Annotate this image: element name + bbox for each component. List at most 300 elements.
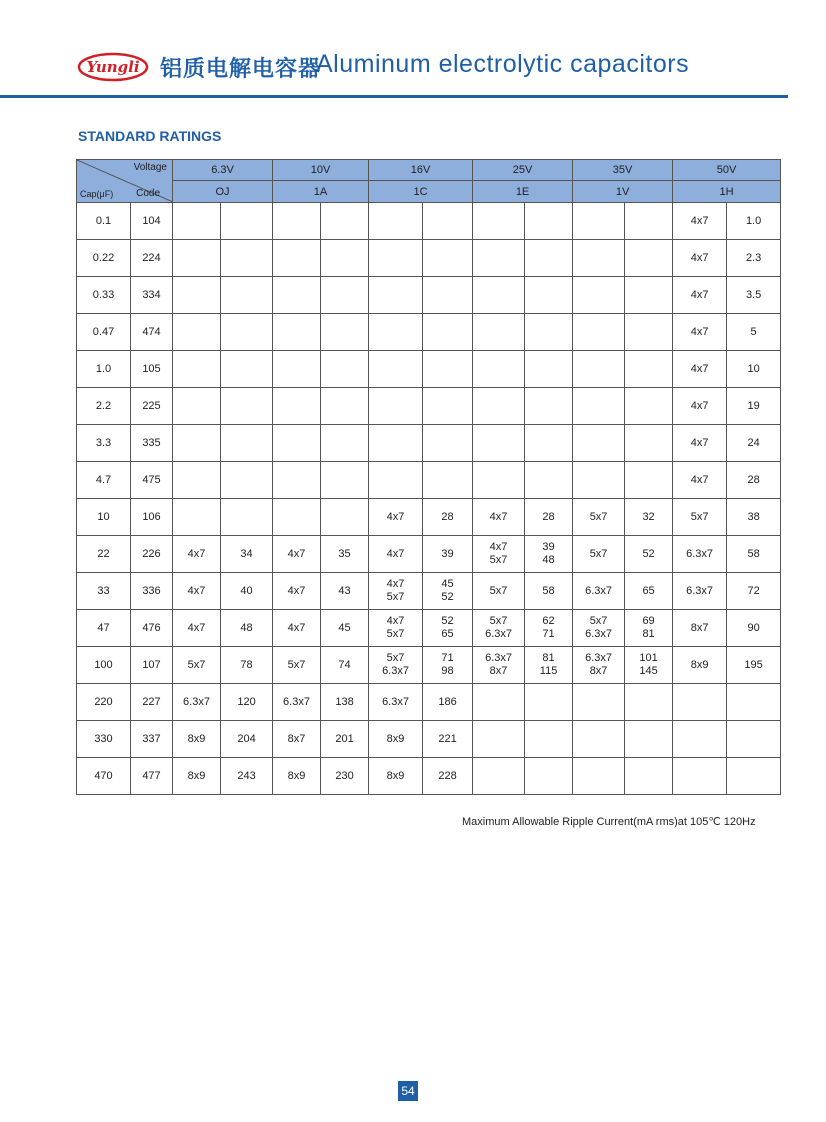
cell-line: 4x7 — [489, 541, 508, 553]
case-size-cell — [273, 425, 321, 462]
ripple-current-cell: 120 — [221, 684, 273, 721]
cell-line: 45 — [441, 578, 454, 590]
case-size-cell — [173, 203, 221, 240]
case-size-cell — [173, 499, 221, 536]
page-header — [0, 0, 826, 100]
case-size-cell — [473, 203, 525, 240]
ripple-current-cell — [321, 499, 369, 536]
ripple-current-cell — [525, 684, 573, 721]
ripple-current-cell — [625, 684, 673, 721]
case-size-cell — [369, 462, 423, 499]
capacitance-cell: 2.2 — [77, 388, 131, 425]
table-row — [77, 425, 781, 462]
table-row — [77, 721, 781, 758]
ripple-current-cell — [625, 388, 673, 425]
ripple-current-cell: 38 — [727, 499, 781, 536]
code-cell: 106 — [131, 499, 173, 536]
case-size-cell: 4x7 — [673, 462, 727, 499]
ripple-current-cell — [423, 240, 473, 277]
header-divider — [0, 95, 788, 98]
ripple-current-cell: 2.3 — [727, 240, 781, 277]
code-cell: 336 — [131, 573, 173, 610]
code-cell: 335 — [131, 425, 173, 462]
ripple-current-cell: 138 — [321, 684, 369, 721]
ripple-current-cell — [423, 462, 473, 499]
table-row — [77, 647, 781, 684]
case-size-cell: 4x7 — [173, 610, 221, 647]
case-size-cell: 4x7 — [673, 314, 727, 351]
case-size-cell — [369, 388, 423, 425]
code-cell: 477 — [131, 758, 173, 795]
ripple-current-cell — [625, 610, 673, 647]
capacitance-label: Cap(μF) — [80, 189, 114, 199]
case-size-cell — [473, 240, 525, 277]
ripple-current-cell — [525, 721, 573, 758]
case-size-cell — [173, 240, 221, 277]
code-cell: 1A — [273, 181, 369, 203]
case-size-cell: 4x7 — [673, 240, 727, 277]
cell-line: 5x7 — [386, 652, 405, 664]
ripple-current-cell — [221, 351, 273, 388]
voltage-header-row — [77, 160, 781, 181]
case-size-cell — [573, 277, 625, 314]
ripple-current-cell — [423, 277, 473, 314]
voltage-cell: 10V — [273, 160, 369, 181]
case-size-cell: 6.3x7 — [173, 684, 221, 721]
ripple-current-cell — [625, 425, 673, 462]
case-size-cell — [473, 314, 525, 351]
ripple-current-cell: 65 — [625, 573, 673, 610]
code-cell: 224 — [131, 240, 173, 277]
cell-line: 81 — [542, 652, 555, 664]
code-cell: OJ — [173, 181, 273, 203]
voltage-cell: 6.3V — [173, 160, 273, 181]
case-size-cell: 8x9 — [173, 721, 221, 758]
case-size-cell: 4x7 — [173, 573, 221, 610]
cell-line: 5x7 — [489, 554, 508, 566]
case-size-cell: 5x7 — [473, 573, 525, 610]
case-size-cell: 4x7 — [673, 425, 727, 462]
case-size-cell — [573, 203, 625, 240]
case-size-cell — [573, 684, 625, 721]
case-size-cell — [273, 388, 321, 425]
case-size-cell: 4x7 — [369, 499, 423, 536]
voltage-label: Voltage — [133, 162, 167, 173]
footnote: Maximum Allowable Ripple Current(mA rms)at 105℃ 120Hz — [462, 816, 756, 828]
capacitance-cell: 220 — [77, 684, 131, 721]
ripple-current-cell — [727, 758, 781, 795]
code-cell: 1C — [369, 181, 473, 203]
case-size-cell — [573, 647, 625, 684]
ripple-current-cell — [525, 203, 573, 240]
cell-line: 52 — [441, 591, 454, 603]
case-size-cell: 5x7 — [573, 499, 625, 536]
cell-line: 69 — [642, 615, 655, 627]
cell-line: 6.3x7 — [485, 628, 512, 640]
ripple-current-cell — [625, 462, 673, 499]
case-size-cell: 8x9 — [673, 647, 727, 684]
cell-line: 5x7 — [489, 615, 508, 627]
case-size-cell: 8x7 — [673, 610, 727, 647]
cell-line: 81 — [642, 628, 655, 640]
ripple-current-cell: 28 — [423, 499, 473, 536]
ripple-current-cell — [525, 240, 573, 277]
case-size-cell — [173, 425, 221, 462]
code-cell: 334 — [131, 277, 173, 314]
ripple-current-cell — [525, 647, 573, 684]
ripple-current-cell: 48 — [221, 610, 273, 647]
case-size-cell — [473, 684, 525, 721]
code-cell: 476 — [131, 610, 173, 647]
case-size-cell — [473, 721, 525, 758]
ripple-current-cell — [525, 610, 573, 647]
table-row — [77, 499, 781, 536]
ripple-current-cell — [525, 351, 573, 388]
case-size-cell — [573, 610, 625, 647]
case-size-cell — [369, 240, 423, 277]
table-row — [77, 610, 781, 647]
ripple-current-cell: 10 — [727, 351, 781, 388]
case-size-cell: 4x7 — [173, 536, 221, 573]
ripple-current-cell — [625, 277, 673, 314]
code-label: Code — [136, 188, 160, 199]
case-size-cell: 4x7 — [369, 536, 423, 573]
cell-line: 5x7 — [589, 615, 608, 627]
ripple-current-cell — [321, 462, 369, 499]
ripple-current-cell — [423, 610, 473, 647]
case-size-cell — [369, 203, 423, 240]
case-size-cell: 5x7 — [673, 499, 727, 536]
case-size-cell: 4x7 — [673, 277, 727, 314]
case-size-cell: 4x7 — [673, 388, 727, 425]
case-size-cell — [573, 240, 625, 277]
case-size-cell — [573, 462, 625, 499]
svg-text:Yungli: Yungli — [86, 58, 140, 76]
ripple-current-cell: 5 — [727, 314, 781, 351]
case-size-cell: 4x7 — [673, 351, 727, 388]
ripple-current-cell — [321, 240, 369, 277]
ripple-current-cell — [221, 388, 273, 425]
case-size-cell: 6.3x7 — [369, 684, 423, 721]
code-cell: 107 — [131, 647, 173, 684]
ripple-current-cell — [525, 462, 573, 499]
case-size-cell — [273, 499, 321, 536]
case-size-cell: 6.3x7 — [273, 684, 321, 721]
ripple-current-cell — [221, 277, 273, 314]
table-row — [77, 351, 781, 388]
capacitance-cell: 4.7 — [77, 462, 131, 499]
case-size-cell: 8x9 — [273, 758, 321, 795]
case-size-cell: 4x7 — [673, 203, 727, 240]
code-cell: 1E — [473, 181, 573, 203]
table-row — [77, 314, 781, 351]
voltage-cell: 16V — [369, 160, 473, 181]
case-size-cell — [173, 277, 221, 314]
ripple-current-cell: 45 — [321, 610, 369, 647]
ripple-current-cell — [221, 462, 273, 499]
case-size-cell: 4x7 — [473, 499, 525, 536]
code-cell: 227 — [131, 684, 173, 721]
ripple-current-cell: 195 — [727, 647, 781, 684]
case-size-cell — [573, 351, 625, 388]
ripple-current-cell — [625, 203, 673, 240]
case-size-cell — [173, 462, 221, 499]
case-size-cell — [273, 277, 321, 314]
ripple-current-cell — [525, 536, 573, 573]
case-size-cell — [369, 647, 423, 684]
case-size-cell: 4x7 — [273, 536, 321, 573]
table-row — [77, 462, 781, 499]
capacitance-cell: 10 — [77, 499, 131, 536]
ripple-current-cell: 201 — [321, 721, 369, 758]
case-size-cell — [369, 425, 423, 462]
case-size-cell: 6.3x7 — [573, 573, 625, 610]
capacitance-cell: 47 — [77, 610, 131, 647]
code-cell: 337 — [131, 721, 173, 758]
table-row — [77, 758, 781, 795]
case-size-cell: 6.3x7 — [673, 573, 727, 610]
case-size-cell — [369, 314, 423, 351]
title-english: Aluminum electrolytic capacitors — [316, 50, 690, 78]
ripple-current-cell — [525, 314, 573, 351]
cell-line: 8x7 — [489, 665, 508, 677]
ripple-current-cell: 243 — [221, 758, 273, 795]
corner-cell — [77, 160, 173, 203]
ripple-current-cell — [423, 203, 473, 240]
cell-line: 65 — [441, 628, 454, 640]
cell-line: 4x7 — [386, 578, 405, 590]
case-size-cell — [173, 351, 221, 388]
ripple-current-cell — [727, 684, 781, 721]
cell-line: 8x7 — [589, 665, 608, 677]
ripple-current-cell: 28 — [727, 462, 781, 499]
case-size-cell: 5x7 — [573, 536, 625, 573]
case-size-cell: 4x7 — [273, 610, 321, 647]
ripple-current-cell — [423, 314, 473, 351]
ripple-current-cell — [625, 240, 673, 277]
table-row — [77, 536, 781, 573]
ripple-current-cell: 32 — [625, 499, 673, 536]
case-size-cell — [273, 240, 321, 277]
capacitance-cell: 22 — [77, 536, 131, 573]
ripple-current-cell — [321, 314, 369, 351]
case-size-cell — [273, 351, 321, 388]
cell-line: 6.3x7 — [485, 652, 512, 664]
code-cell: 226 — [131, 536, 173, 573]
table-row — [77, 684, 781, 721]
capacitance-cell: 0.22 — [77, 240, 131, 277]
ripple-current-cell — [423, 351, 473, 388]
cell-line: 5x7 — [386, 591, 405, 603]
case-size-cell — [573, 388, 625, 425]
cell-line: 6.3x7 — [585, 628, 613, 640]
cell-line: 48 — [542, 554, 555, 566]
ripple-current-cell — [221, 240, 273, 277]
ripple-current-cell — [321, 351, 369, 388]
ripple-current-cell: 40 — [221, 573, 273, 610]
case-size-cell — [473, 351, 525, 388]
case-size-cell — [573, 314, 625, 351]
ripple-current-cell — [321, 388, 369, 425]
cell-line: 62 — [542, 615, 555, 627]
case-size-cell — [173, 388, 221, 425]
table-row — [77, 388, 781, 425]
ripple-current-cell — [625, 647, 673, 684]
capacitance-cell: 1.0 — [77, 351, 131, 388]
case-size-cell — [473, 610, 525, 647]
capacitance-cell: 0.1 — [77, 203, 131, 240]
ripple-current-cell: 204 — [221, 721, 273, 758]
case-size-cell — [673, 758, 727, 795]
title-chinese: 铝质电解电容器 — [160, 57, 322, 82]
case-size-cell — [473, 536, 525, 573]
ripple-current-cell: 90 — [727, 610, 781, 647]
ripple-current-cell: 3.5 — [727, 277, 781, 314]
ripple-current-cell: 72 — [727, 573, 781, 610]
ripple-current-cell — [727, 721, 781, 758]
voltage-cell: 35V — [573, 160, 673, 181]
ripple-current-cell — [625, 314, 673, 351]
cell-line: 71 — [441, 652, 454, 664]
ripple-current-cell — [625, 721, 673, 758]
case-size-cell — [573, 425, 625, 462]
ripple-current-cell — [221, 314, 273, 351]
ripple-current-cell: 58 — [525, 573, 573, 610]
case-size-cell — [369, 610, 423, 647]
case-size-cell — [573, 758, 625, 795]
case-size-cell — [369, 573, 423, 610]
cell-line: 145 — [639, 665, 658, 677]
section-title: STANDARD RATINGS — [78, 128, 222, 144]
ripple-current-cell: 58 — [727, 536, 781, 573]
ripple-current-cell: 34 — [221, 536, 273, 573]
ripple-current-cell: 28 — [525, 499, 573, 536]
cell-line: 101 — [639, 652, 658, 664]
capacitance-cell: 330 — [77, 721, 131, 758]
code-cell: 474 — [131, 314, 173, 351]
capacitance-cell: 100 — [77, 647, 131, 684]
ripple-current-cell: 230 — [321, 758, 369, 795]
ripple-current-cell — [423, 573, 473, 610]
case-size-cell — [673, 721, 727, 758]
case-size-cell — [273, 314, 321, 351]
capacitance-cell: 33 — [77, 573, 131, 610]
ripple-current-cell — [221, 203, 273, 240]
voltage-cell: 25V — [473, 160, 573, 181]
code-cell: 105 — [131, 351, 173, 388]
ripple-current-cell — [321, 277, 369, 314]
ripple-current-cell — [525, 758, 573, 795]
code-cell: 1H — [673, 181, 781, 203]
case-size-cell — [473, 758, 525, 795]
code-header-row — [77, 181, 781, 203]
case-size-cell: 8x9 — [369, 758, 423, 795]
ripple-current-cell: 1.0 — [727, 203, 781, 240]
cell-line: 115 — [539, 665, 558, 677]
cell-line: 6.3x7 — [585, 652, 613, 664]
ripple-current-cell — [423, 425, 473, 462]
case-size-cell — [369, 277, 423, 314]
table-row — [77, 277, 781, 314]
cell-line: 98 — [441, 665, 454, 677]
ripple-current-cell — [321, 203, 369, 240]
case-size-cell — [673, 684, 727, 721]
table-row — [77, 240, 781, 277]
ripple-current-cell — [525, 425, 573, 462]
ripple-current-cell: 52 — [625, 536, 673, 573]
ripple-current-cell — [525, 277, 573, 314]
page-number: 54 — [398, 1081, 418, 1101]
code-cell: 104 — [131, 203, 173, 240]
ripple-current-cell: 39 — [423, 536, 473, 573]
cell-line: 39 — [542, 541, 555, 553]
ripple-current-cell: 19 — [727, 388, 781, 425]
capacitance-cell: 0.47 — [77, 314, 131, 351]
yungli-logo — [77, 52, 149, 82]
case-size-cell: 5x7 — [173, 647, 221, 684]
case-size-cell: 8x9 — [173, 758, 221, 795]
case-size-cell: 8x7 — [273, 721, 321, 758]
cell-line: 5x7 — [386, 628, 405, 640]
case-size-cell — [173, 314, 221, 351]
ripple-current-cell: 221 — [423, 721, 473, 758]
ripple-current-cell — [221, 425, 273, 462]
code-cell: 1V — [573, 181, 673, 203]
capacitance-cell: 470 — [77, 758, 131, 795]
code-cell: 475 — [131, 462, 173, 499]
ripple-current-cell — [625, 351, 673, 388]
case-size-cell: 8x9 — [369, 721, 423, 758]
cell-line: 71 — [542, 628, 555, 640]
code-cell: 225 — [131, 388, 173, 425]
ripple-current-cell: 186 — [423, 684, 473, 721]
case-size-cell — [473, 425, 525, 462]
case-size-cell — [273, 203, 321, 240]
voltage-cell: 50V — [673, 160, 781, 181]
case-size-cell — [273, 462, 321, 499]
case-size-cell: 4x7 — [273, 573, 321, 610]
case-size-cell: 6.3x7 — [673, 536, 727, 573]
case-size-cell: 5x7 — [273, 647, 321, 684]
ripple-current-cell — [423, 647, 473, 684]
cell-line: 4x7 — [386, 615, 405, 627]
table-row — [77, 203, 781, 240]
ripple-current-cell: 24 — [727, 425, 781, 462]
capacitance-cell: 3.3 — [77, 425, 131, 462]
case-size-cell — [473, 647, 525, 684]
case-size-cell — [473, 277, 525, 314]
ratings-table — [76, 159, 781, 795]
case-size-cell — [573, 721, 625, 758]
case-size-cell — [473, 462, 525, 499]
ripple-current-cell: 78 — [221, 647, 273, 684]
case-size-cell — [369, 351, 423, 388]
ripple-current-cell — [321, 425, 369, 462]
ripple-current-cell: 74 — [321, 647, 369, 684]
capacitance-cell: 0.33 — [77, 277, 131, 314]
cell-line: 6.3x7 — [382, 665, 409, 677]
case-size-cell — [473, 388, 525, 425]
ripple-current-cell — [625, 758, 673, 795]
ripple-current-cell — [221, 499, 273, 536]
table-row — [77, 573, 781, 610]
ripple-current-cell — [423, 388, 473, 425]
ripple-current-cell: 228 — [423, 758, 473, 795]
ripple-current-cell: 35 — [321, 536, 369, 573]
cell-line: 52 — [441, 615, 454, 627]
ripple-current-cell: 43 — [321, 573, 369, 610]
ripple-current-cell — [525, 388, 573, 425]
